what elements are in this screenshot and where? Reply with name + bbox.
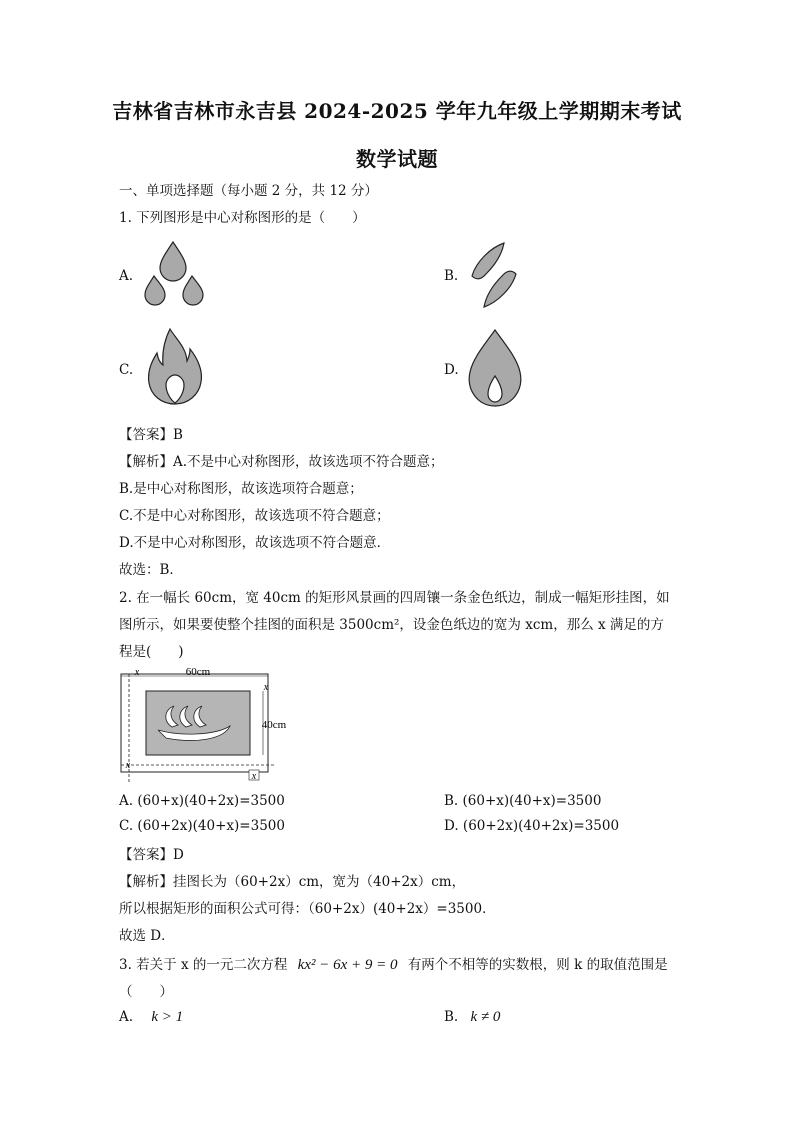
q2-option-c: C. (60+2x)(40+x)=3500 [119, 818, 285, 834]
q2-figure-label-40cm: 40cm [261, 719, 287, 731]
q2-option-d: D. (60+2x)(40+2x)=3500 [444, 818, 620, 834]
q1-analysis-line3: C.不是中心对称图形，故该选项不符合题意； [119, 508, 390, 524]
q1-stem: 1. 下列图形是中心对称图形的是（ ） [119, 210, 366, 226]
q3-stem-line2: （ ） [119, 984, 173, 1000]
q2-figure-label-x-bottom: x [251, 771, 257, 782]
q2-answer: 【答案】D [119, 847, 184, 863]
q2-stem-line3: 程是( ) [119, 644, 184, 660]
q1-figure-c-flame [146, 327, 206, 407]
section-heading: 一、单项选择题（每小题 2 分，共 12 分） [119, 183, 378, 199]
q1-figure-d-teardrop [465, 328, 525, 408]
q2-analysis-line2: 所以根据矩形的面积公式可得：（60+2x）(40+2x）=3500． [119, 901, 496, 917]
q2-figure-framed-picture [118, 664, 298, 784]
q3-stem-suffix: 有两个不相等的实数根，则 k 的取值范围是 [407, 957, 668, 973]
q1-option-a-label: A. [119, 268, 134, 284]
page-subtitle: 数学试题 [356, 147, 438, 171]
q3-option-b [444, 1009, 500, 1026]
q2-analysis-line1: 【解析】挂图长为（60+2x）cm，宽为（40+2x）cm， [119, 874, 466, 890]
q1-analysis-line1: 【解析】A.不是中心对称图形，故该选项不符合题意； [119, 454, 444, 470]
q3-option-b-label: B. [444, 1009, 459, 1025]
q3-stem-line1 [119, 953, 668, 974]
q1-option-c-label: C. [119, 362, 134, 378]
q3-stem-prefix: 3. 若关于 x 的一元二次方程 [119, 957, 288, 973]
q3-equation: kx² − 6x + 9 = 0 [297, 957, 398, 973]
q2-stem-line2: 图所示，如果要使整个挂图的面积是 3500cm²，设金色纸边的宽为 xcm，那么 x 满足的方 [119, 617, 664, 633]
q2-stem-line1: 2. 在一幅长 60cm，宽 40cm 的矩形风景画的四周镶一条金色纸边，制成一幅矩形挂图，如 [119, 590, 670, 606]
q1-analysis-line2: B.是中心对称图形，故该选项符合题意； [119, 481, 363, 497]
q3-option-a-math: k > 1 [151, 1009, 184, 1025]
q2-figure-label-x-left: x [125, 760, 131, 771]
q1-conclusion: 故选：B． [119, 562, 183, 578]
q2-option-b: B. (60+x)(40+x)=3500 [444, 793, 602, 809]
q3-option-a [119, 1009, 183, 1026]
q3-option-b-math: k ≠ 0 [470, 1009, 501, 1025]
q1-figure-a-three-drops [143, 242, 213, 312]
q2-figure-label-x-top: x [134, 667, 140, 678]
q1-figure-b-two-leaves [466, 240, 526, 310]
q1-answer: 【答案】B [119, 427, 183, 443]
q2-figure-label-60cm: 60cm [185, 666, 211, 678]
q3-option-a-label: A. [119, 1009, 134, 1025]
q1-option-d-label: D. [444, 362, 459, 378]
q1-option-b-label: B. [444, 268, 459, 284]
q1-analysis-line4: D.不是中心对称图形，故该选项不符合题意． [119, 535, 391, 551]
q2-figure-label-x-right: x [263, 682, 269, 693]
q2-conclusion: 故选 D． [119, 928, 175, 944]
q2-option-a: A. (60+x)(40+2x)=3500 [119, 793, 285, 809]
page-title: 吉林省吉林市永吉县 2024-2025 学年九年级上学期期末考试 [112, 99, 682, 123]
